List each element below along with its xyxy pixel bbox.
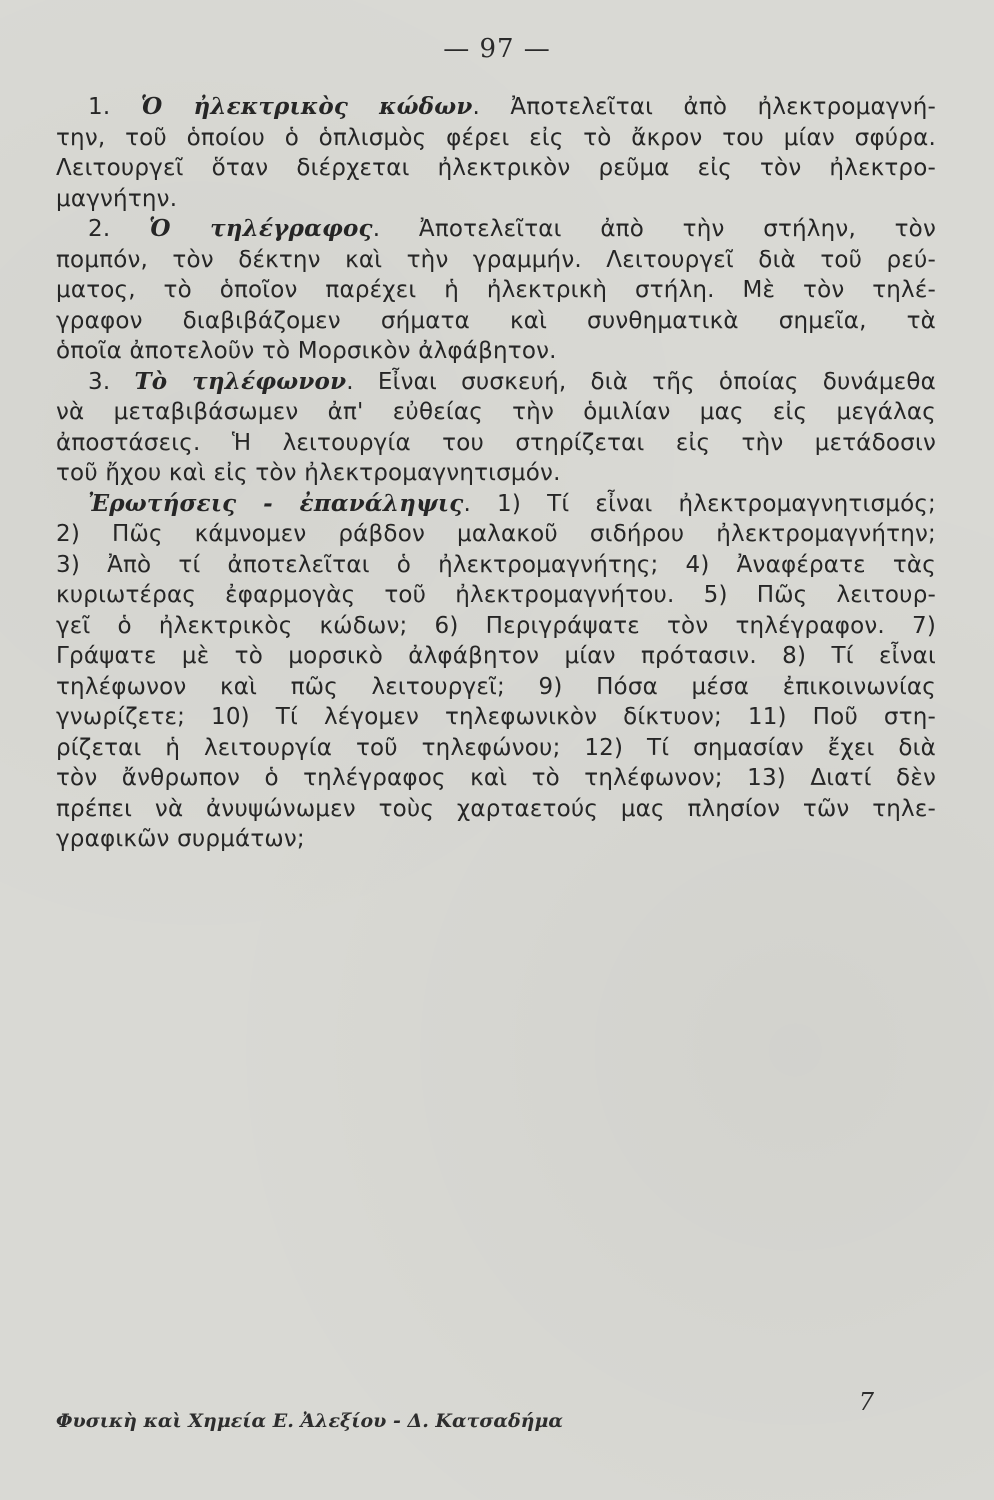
text-run: . Ἀποτελεῖται ἀπὸ τὴν στήλην, τὸν bbox=[372, 216, 936, 242]
text-line bbox=[56, 489, 936, 520]
text-line: ρίζεται ἡ λειτουργία τοῦ τηλεφώνου; 12) Τί σημασίαν ἔχει διὰ bbox=[56, 734, 936, 761]
text-line bbox=[56, 367, 936, 398]
text-run: . 1) Τί εἶναι ἠλεκτρομαγνητισμός; bbox=[463, 490, 936, 517]
section-title: Τὸ τηλέφωνον bbox=[134, 367, 347, 395]
text-line: πρέπει νὰ ἀνυψώνωμεν τοὺς χαρταετούς μας πλησίον τῶν τηλε- bbox=[56, 795, 936, 822]
section-title: Ὁ ἠλεκτρικὸς κώδων bbox=[140, 93, 473, 120]
text-run: . Εἶναι συσκευή, διὰ τῆς ὁποίας δυνάμεθα bbox=[346, 368, 936, 395]
text-line: γραφικῶν συρμάτων; bbox=[56, 826, 305, 852]
text-run: 3. bbox=[88, 368, 135, 395]
text-line: Γράψατε μὲ τὸ μορσικὸ ἀλφάβητον μίαν πρότασιν. 8) Τί εἶναι bbox=[56, 643, 936, 669]
text-line: πομπόν, τὸν δέκτην καὶ τὴν γραμμήν. Λειτουργεῖ διὰ τοῦ ρεύ- bbox=[56, 246, 936, 273]
text-line: ἀποστάσεις. Ἡ λειτουργία του στηρίζεται εἰς τὴν μετάδοσιν bbox=[56, 429, 936, 456]
text-line: κυριωτέρας ἐφαρμογὰς τοῦ ἠλεκτρομαγνήτου. 5) Πῶς λειτουρ- bbox=[56, 582, 936, 608]
text-line: γραφον διαβιβάζομεν σήματα καὶ συνθηματικὰ σημεῖα, τὰ bbox=[56, 307, 936, 334]
text-line: τὸν ἄνθρωπον ὁ τηλέγραφος καὶ τὸ τηλέφωνον; 13) Διατί δὲν bbox=[56, 765, 936, 791]
text-run: 1. bbox=[88, 94, 141, 120]
text-line: γνωρίζετε; 10) Τί λέγομεν τηλεφωνικὸν δίκτυον; 11) Ποῦ στη- bbox=[56, 704, 936, 730]
signature-mark: 7 bbox=[858, 1388, 874, 1416]
section-title: Ὁ τηλέγραφος bbox=[149, 215, 373, 242]
book-footer: Φυσικὴ καὶ Χημεία Ε. Ἀλεξίου - Δ. Κατσαδήμα bbox=[56, 1410, 563, 1432]
text-run: 2. bbox=[88, 216, 150, 242]
text-line: τηλέφωνον καὶ πῶς λειτουργεῖ; 9) Πόσα μέσα ἐπικοινωνίας bbox=[56, 673, 936, 700]
text-line: την, τοῦ ὁποίου ὁ ὁπλισμὸς φέρει εἰς τὸ ἄκρον του μίαν σφύρα. bbox=[56, 124, 936, 151]
text-line: τοῦ ἤχου καὶ εἰς τὸν ἠλεκτρομαγνητισμόν. bbox=[56, 460, 561, 486]
body-text bbox=[56, 92, 936, 855]
text-line: ματος, τὸ ὁποῖον παρέχει ἡ ἠλεκτρικὴ στήλη. Μὲ τὸν τηλέ- bbox=[56, 277, 936, 303]
text-line bbox=[56, 214, 936, 245]
text-line bbox=[56, 92, 936, 123]
text-run: . Ἀποτελεῖται ἀπὸ ἠλεκτρομαγνή- bbox=[472, 94, 936, 120]
text-line: μαγνήτην. bbox=[56, 185, 178, 212]
text-line: γεῖ ὁ ἠλεκτρικὸς κώδων; 6) Περιγράψατε τὸν τηλέγραφον. 7) bbox=[56, 612, 936, 639]
text-line: Λειτουργεῖ ὅταν διέρχεται ἠλεκτρικὸν ρεῦμα εἰς τὸν ἠλεκτρο- bbox=[56, 155, 936, 181]
text-line: 2) Πῶς κάμνομεν ράβδον μαλακοῦ σιδήρου ἠλεκτρομαγνήτην; bbox=[56, 521, 936, 547]
text-line: ὁποῖα ἀποτελοῦν τὸ Μορσικὸν ἀλφάβητον. bbox=[56, 338, 557, 364]
page-number: — 97 — bbox=[443, 34, 551, 64]
section-title: Ἐρωτήσεις - ἐπανάληψις bbox=[88, 489, 464, 517]
text-line: νὰ μεταβιβάσωμεν ἀπ' εὐθείας τὴν ὁμιλίαν μας εἰς μεγάλας bbox=[56, 399, 936, 425]
text-line: 3) Ἀπὸ τί ἀποτελεῖται ὁ ἠλεκτρομαγνήτης; 4) Ἀναφέρατε τὰς bbox=[56, 551, 936, 578]
